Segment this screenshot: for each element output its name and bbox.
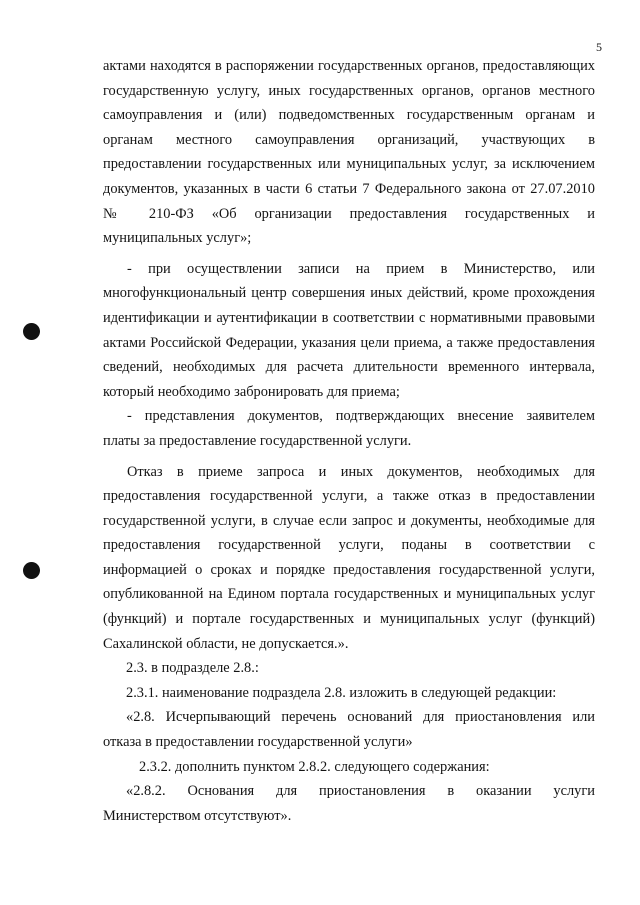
text-line: «2.8.2. Основания для приостановления в оказании услуги	[126, 783, 595, 800]
text-line: отказа в предоставлении государственной услуги»	[103, 734, 413, 751]
text-line: государственную услугу, иных государственных органов, органов местного	[103, 82, 595, 99]
text-line: предоставлении государственных или муниципальных услуг, за исключением	[103, 156, 595, 173]
text-line: многофункциональный центр совершения иных действий, кроме прохождения	[103, 285, 595, 302]
text-line: «2.8. Исчерпывающий перечень оснований для приостановления или	[126, 709, 595, 726]
text-line: Министерством отсутствуют».	[103, 807, 292, 824]
text-line: (функций) и портале государственных и муниципальных услуг (функций)	[103, 611, 595, 628]
text-line: опубликованной на Едином портала государственных и муниципальных услуг	[103, 586, 595, 603]
text-line: который необходимо забронировать для приема;	[103, 383, 400, 400]
text-line: предоставления государственной услуги, а также отказ в предоставлении	[103, 488, 595, 505]
text-line: 2.3.2. дополнить пунктом 2.8.2. следующего содержания:	[139, 758, 490, 775]
text-line: Отказ в приеме запроса и иных документов, необходимых для	[127, 463, 595, 480]
binder-hole-mark	[23, 323, 40, 340]
text-line: № 210-ФЗ «Об организации предоставления государственных и	[103, 205, 595, 222]
text-line: государственной услуги, в случае если запрос и документы, необходимые для	[103, 512, 595, 529]
text-line: предоставления государственной услуги, поданы в соответствии с	[103, 537, 595, 554]
binder-hole-mark	[23, 562, 40, 579]
text-line: Сахалинской области, не допускается.».	[103, 635, 349, 652]
text-line: 2.3. в подразделе 2.8.:	[126, 660, 259, 677]
text-line: - представления документов, подтверждающих внесение заявителем	[127, 408, 595, 425]
text-line: самоуправления и (или) подведомственных государственным органам и	[103, 107, 595, 124]
text-line: сведений, необходимых для расчета длительности временного интервала,	[103, 359, 595, 376]
text-line: муниципальных услуг»;	[103, 230, 252, 247]
text-line: идентификации и аутентификации в соответствии с нормативными правовыми	[103, 309, 595, 326]
text-line: 2.3.1. наименование подраздела 2.8. изложить в следующей редакции:	[126, 684, 557, 701]
text-line: документов, указанных в части 6 статьи 7 Федерального закона от 27.07.2010	[103, 180, 595, 197]
page-number: 5	[596, 40, 602, 54]
text-line: актами находятся в распоряжении государственных органов, предоставляющих	[103, 58, 595, 74]
text-line: органам местного самоуправления организаций, участвующих в	[103, 131, 595, 148]
document-body	[103, 54, 595, 828]
text-line: актами Российской Федерации, указания цели приема, а также предоставления	[103, 334, 595, 351]
text-line: - при осуществлении записи на прием в Министерство, или	[127, 260, 595, 277]
text-line: информацией о сроках и порядке предоставления государственной услуги,	[103, 561, 595, 578]
text-line: платы за предоставление государственной услуги.	[103, 432, 412, 449]
